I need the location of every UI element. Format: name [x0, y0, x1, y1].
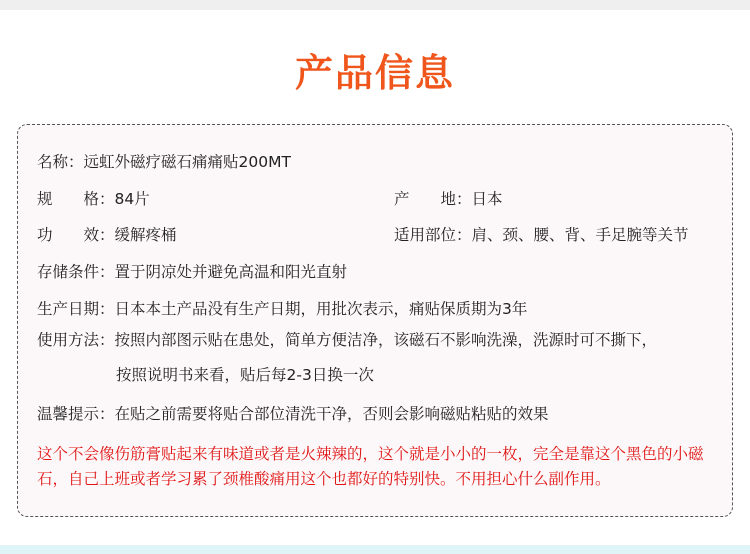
effect-label: 功 效： — [37, 226, 115, 244]
spec-row — [37, 189, 150, 209]
product-info-card — [17, 124, 733, 517]
page-title: 产品信息 — [294, 51, 455, 95]
spec-value: 84片 — [114, 190, 150, 208]
usage-value-line1: 按照内部图示贴在患处，简单方便洁净，该磁石不影响洗澡，洗源时可不撕下， — [114, 331, 658, 349]
parts-label: 适用部位： — [394, 226, 472, 244]
parts-row — [394, 225, 689, 245]
warning-label: 温馨提示： — [37, 405, 115, 423]
origin-label: 产 地： — [394, 190, 472, 208]
effect-row — [37, 225, 177, 245]
date-value: 日本本土产品没有生产日期，用批次表示，痛贴保质期为3年 — [114, 300, 528, 318]
effect-value: 缓解疼桶 — [114, 226, 177, 244]
usage-label: 使用方法： — [37, 331, 115, 349]
top-band — [0, 0, 750, 10]
parts-value: 肩、颈、腰、背、手足腕等关节 — [471, 226, 689, 244]
red-note: 这个不会像伤筋膏贴起来有味道或者是火辣辣的，这个就是小小的一枚，完全是靠这个黑色的小磁石，自己上班或者学习累了颈椎酸痛用这个也都好的特别快。不用担心什么副作用。 — [37, 445, 704, 488]
storage-value: 置于阴凉处并避免高温和阳光直射 — [114, 263, 348, 281]
bottom-band — [0, 545, 750, 554]
origin-value: 日本 — [471, 190, 503, 208]
spec-label: 规 格： — [37, 190, 115, 208]
storage-row — [37, 262, 347, 282]
name-label: 名称： — [37, 153, 84, 171]
origin-row — [394, 189, 503, 209]
usage-row-cont — [116, 365, 374, 385]
name-value: 远虹外磁疗磁石痛痛贴200MT — [83, 153, 291, 171]
usage-value-line2: 按照说明书来看，贴后每2-3日换一次 — [116, 366, 374, 384]
warning-value: 在贴之前需要将贴合部位清洗干净，否则会影响磁贴粘贴的效果 — [114, 405, 549, 423]
date-label: 生产日期： — [37, 300, 115, 318]
date-row — [37, 299, 527, 319]
storage-label: 存储条件： — [37, 263, 115, 281]
usage-row — [37, 330, 657, 350]
name-row — [37, 152, 291, 172]
warning-row — [37, 404, 549, 424]
